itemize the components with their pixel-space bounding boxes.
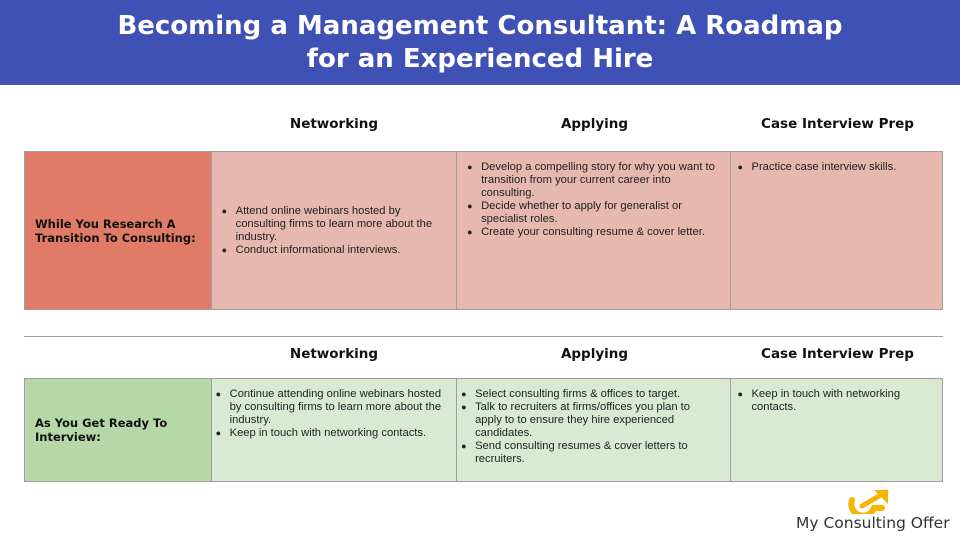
column-header-case-prep: Case Interview Prep — [761, 116, 914, 132]
research-phase-row — [24, 151, 943, 310]
title-banner — [0, 0, 960, 85]
cell-interview-networking — [212, 379, 457, 481]
list-research-case-prep — [733, 161, 934, 174]
company-logo — [796, 486, 950, 540]
column-header-applying: Applying — [560, 346, 629, 362]
list-research-applying — [463, 161, 716, 239]
page-title: Becoming a Management Consultant: A Roadmap for an Experienced Hire — [117, 10, 843, 74]
interview-phase-row — [24, 378, 943, 482]
list-interview-applying — [457, 388, 718, 466]
list-item: ● Decide whether to apply for generalist or specialist roles. — [463, 200, 716, 226]
list-item: ● Attend online webinars hosted by consulting firms to learn more about the industry. — [218, 205, 446, 244]
cell-research-case-prep — [731, 152, 942, 309]
section-divider — [24, 336, 943, 337]
row-label-interview: As You Get Ready To Interview: — [25, 379, 212, 481]
list-item: ● Practice case interview skills. — [733, 161, 934, 174]
list-research-networking — [218, 205, 446, 257]
list-interview-networking — [212, 388, 448, 440]
column-header-networking: Networking — [289, 116, 379, 132]
list-item: ● Develop a compelling story for why you want to transition from your current career into consulting. — [463, 161, 716, 200]
cell-research-networking — [212, 152, 457, 309]
arrow-logo-icon — [848, 486, 894, 514]
cell-interview-applying — [457, 379, 731, 481]
list-item: ● Continue attending online webinars hosted by consulting firms to learn more about the industry. — [212, 388, 448, 427]
cell-research-applying — [457, 152, 731, 309]
list-item: ● Conduct informational interviews. — [218, 244, 446, 257]
row-label-research: While You Research A Transition To Consulting: — [25, 152, 212, 309]
column-header-networking: Networking — [289, 346, 379, 362]
list-item: ● Talk to recruiters at firms/offices you plan to apply to to ensure they hire experienced candidates. — [457, 401, 718, 440]
cell-interview-case-prep — [731, 379, 942, 481]
list-item: ● Send consulting resumes & cover letters to recruiters. — [457, 440, 718, 466]
logo-text: My Consulting Offer — [796, 514, 950, 532]
list-item: ● Select consulting firms & offices to target. — [457, 388, 718, 401]
list-interview-case-prep — [733, 388, 932, 414]
list-item: ● Keep in touch with networking contacts. — [733, 388, 932, 414]
list-item: ● Create your consulting resume & cover letter. — [463, 226, 716, 239]
column-header-applying: Applying — [560, 116, 629, 132]
list-item: ● Keep in touch with networking contacts. — [212, 427, 448, 440]
column-header-case-prep: Case Interview Prep — [761, 346, 914, 362]
